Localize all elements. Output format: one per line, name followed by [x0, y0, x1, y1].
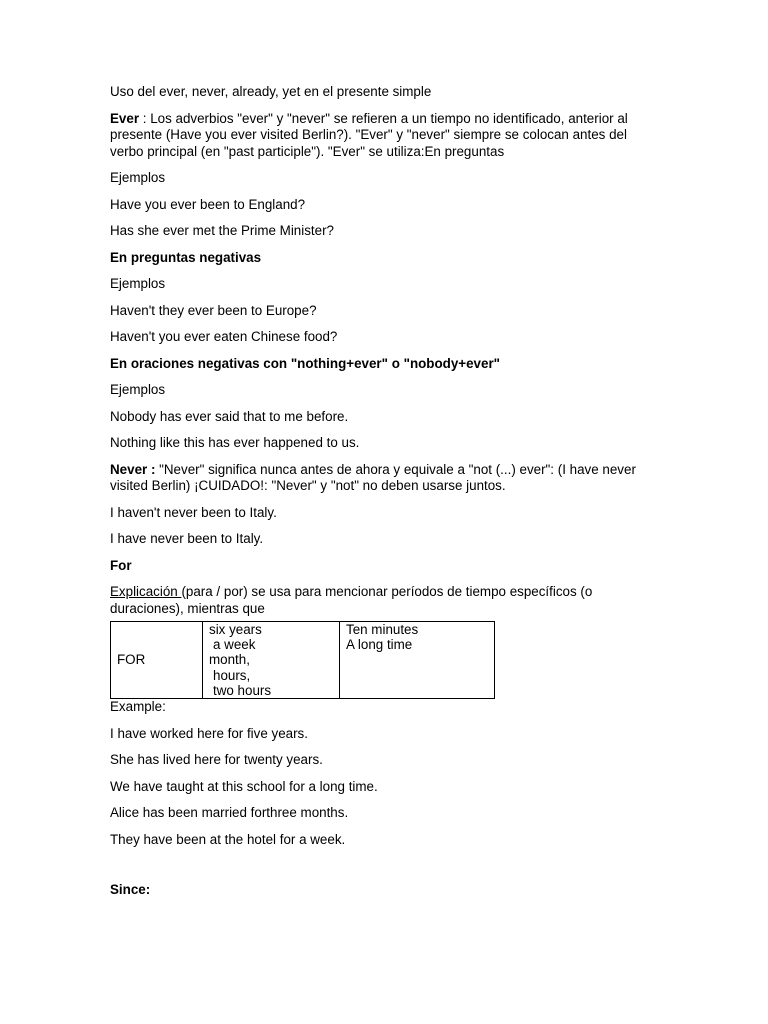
example-label: Example: [110, 699, 166, 715]
never-paragraph [110, 462, 655, 495]
page-title: Uso del ever, never, already, yet en el presente simple [110, 84, 432, 99]
example-line: I have never been to Italy. [110, 531, 264, 546]
ever-paragraph [110, 111, 655, 161]
for-explanation [110, 584, 655, 617]
example-line: Haven't you ever eaten Chinese food? [110, 329, 338, 344]
example-line: Have you ever been to England? [110, 196, 306, 212]
negative-questions-heading: En preguntas negativas [110, 249, 262, 265]
duration-item: two hours [213, 682, 272, 698]
for-table-durations [203, 622, 340, 699]
examples-label: Ejemplos [110, 276, 166, 291]
example-line: Nothing like this has ever happened to us. [110, 435, 360, 450]
duration-item: A long time [346, 637, 413, 653]
example-line: Alice has been married forthree months. [110, 805, 349, 821]
ever-label: Ever [110, 110, 140, 126]
example-line: Has she ever met the Prime Minister? [110, 223, 334, 238]
negative-sentences-heading: En oraciones negativas con "nothing+ever" o "nobody+ever" [110, 355, 501, 371]
for-heading: For [110, 557, 132, 573]
since-heading: Since: [110, 882, 151, 898]
for-table-label: FOR [111, 622, 203, 699]
example-line: I have worked here for five years. [110, 725, 308, 741]
examples-label: Ejemplos [110, 170, 166, 185]
example-line: Haven't they ever been to Europe? [110, 302, 317, 318]
document-page [110, 84, 655, 909]
for-table-durations-2 [340, 622, 495, 699]
duration-item: Ten minutes [346, 622, 419, 637]
example-line: Nobody has ever said that to me before. [110, 408, 349, 424]
explanation-text: (para / por) se usa para mencionar períodos de tiempo específicos (o duraciones), mientras que [110, 584, 593, 616]
duration-item: six years [209, 622, 262, 637]
duration-item: month, [209, 652, 250, 668]
example-line: They have been at the hotel for a week. [110, 831, 346, 847]
for-table [110, 621, 495, 699]
example-line: She has lived here for twenty years. [110, 752, 323, 768]
duration-item: hours, [213, 667, 251, 683]
never-label: Never : [110, 461, 156, 477]
duration-item: a week [213, 637, 256, 653]
never-text: "Never" significa nunca antes de ahora y equivale a "not (...) ever": (I have never visited Berlin) ¡CUIDADO!: "Never" y "not" no deben usarse juntos. [110, 461, 636, 493]
example-line: We have taught at this school for a long time. [110, 778, 378, 794]
spacer [110, 858, 655, 882]
ever-text: : Los adverbios "ever" y "never" se refieren a un tiempo no identificado, anterior al presente (Have you ever visited Berlin?). "Ever" y "never" siempre se colocan antes del verbo principal (en "past participle"). "Ever" se utiliza:En preguntas [110, 110, 628, 159]
example-line: I haven't never been to Italy. [110, 504, 277, 520]
explanation-link[interactable]: Explicación [110, 584, 182, 599]
examples-label: Ejemplos [110, 382, 166, 397]
